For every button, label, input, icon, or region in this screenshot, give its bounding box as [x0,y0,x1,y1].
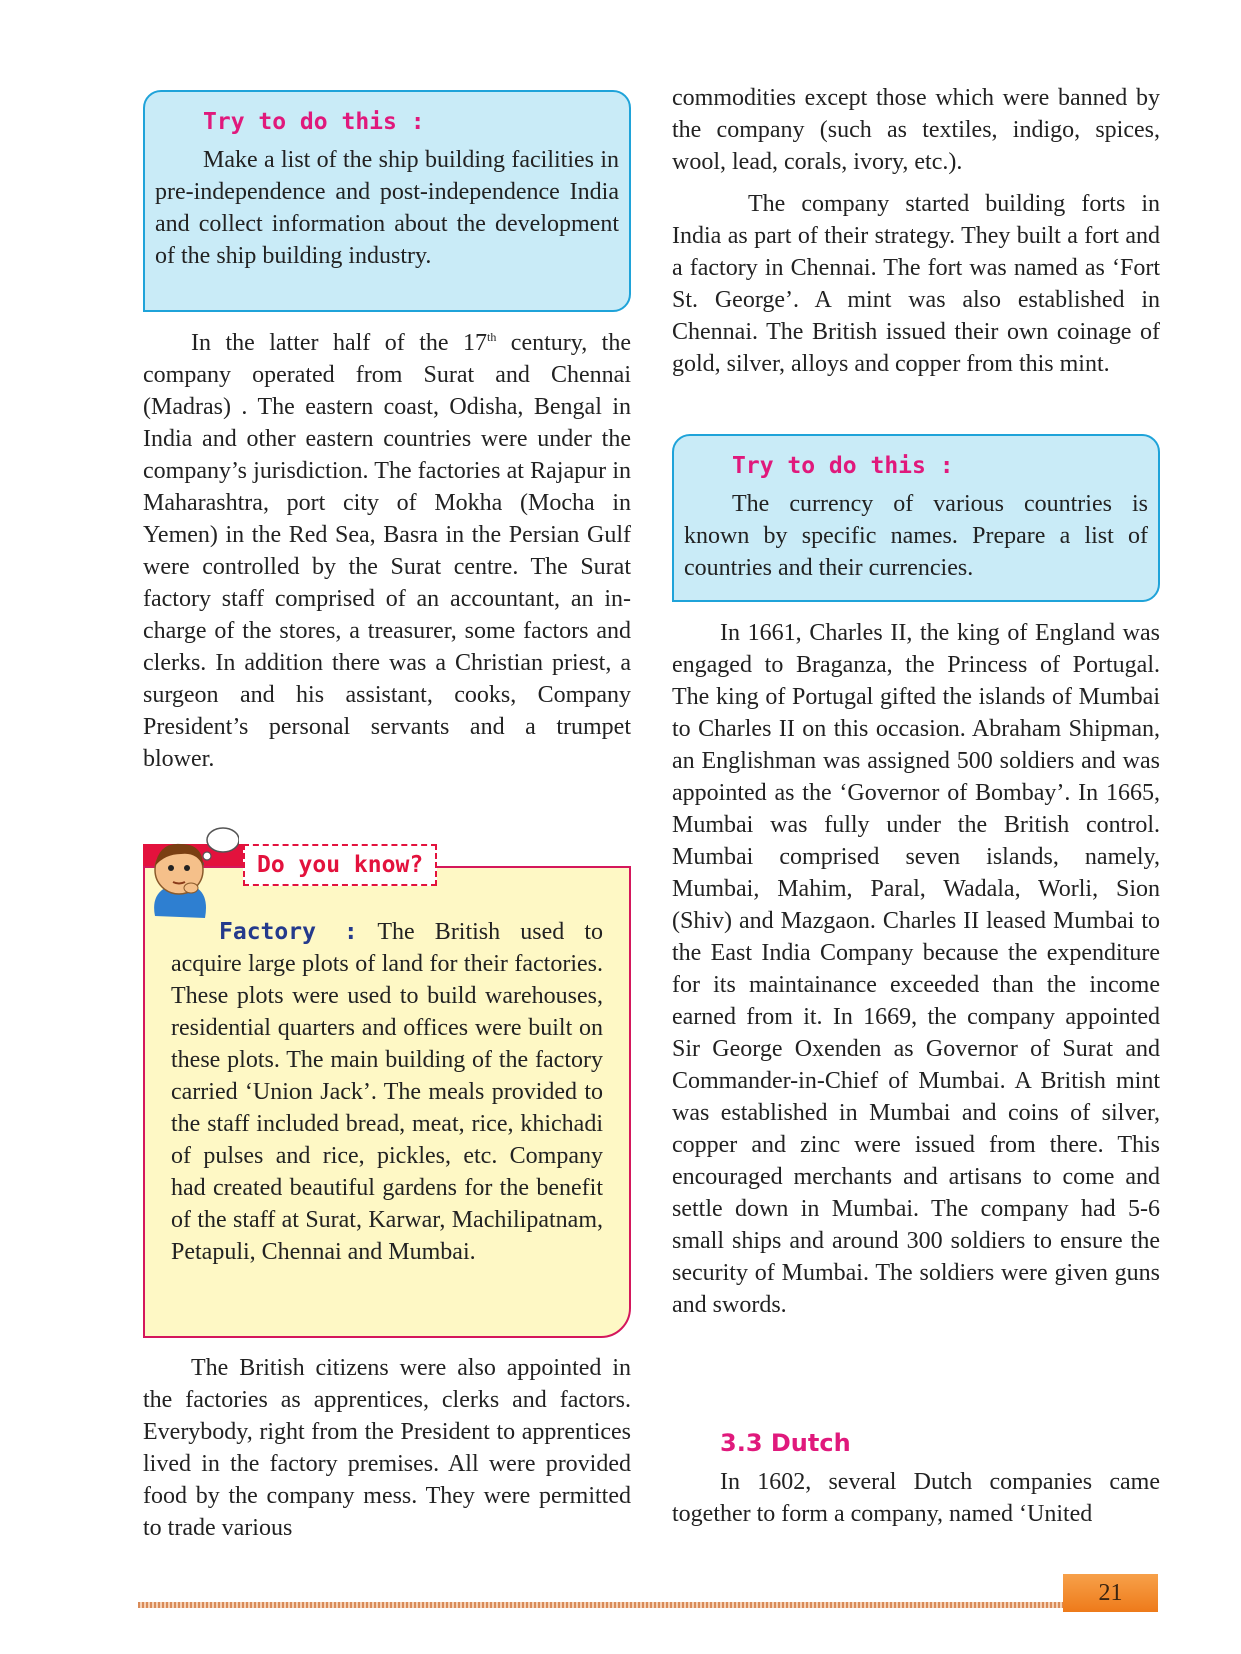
paragraph-commodities: commodities except those which were banned by the company (such as textiles, indigo, spices, wool, lead, corals, ivory, etc.). [672,85,1160,175]
thinking-boy-icon [141,826,239,922]
do-you-know-box [143,852,631,1338]
paragraph-forts: The company started building forts in India as part of their strategy. They built a fort and a factory in Chennai. The fort was named as ‘Fort St. George’. A mint was also established in Chennai. The British issued their own coinage of gold, silver, alloys and copper from this mint. [672,191,1160,377]
paragraph-british-citizens: The British citizens were also appointed in the factories as apprentices, clerks and factors. Everybody, right from the President to apprentices lived in the factory premises. All were provided food by the company mess. They were permitted to trade various [143,1355,631,1541]
do-you-know-label: Do you know? [243,844,437,886]
factory-definition [171,916,603,1268]
paragraph-text-rest: century, the company operated from Surat and Chennai (Madras) . The eastern coast, Odisha, Bengal in India and other eastern countries were under the company’s jurisdiction. The factories at Rajapur in Maharashtra, port city of Mokha (Mocha in Yemen) in the Red Sea, Basra in the Persian Gulf were controlled by the Surat centre. The Surat factory staff comprised of an accountant, an in-charge of the stores, a treasurer, some factors and clerks. In addition there was a Christian priest, a surgeon and his assistant, cooks, Company President’s personal servants and a trumpet blower. [143,330,631,772]
try-box-text: The currency of various countries is known by specific names. Prepare a list of countries and their currencies. [684,491,1148,581]
try-box-heading: Try to do this : [732,453,954,479]
superscript-th: th [487,330,497,344]
try-box-ship-building [143,90,631,312]
factory-term: Factory : [219,919,358,945]
factory-definition-text: The British used to acquire large plots of land for their factories. These plots were used to build warehouses, residential quarters and offices were built on these plots. The main building of the factory carried ‘Union Jack’. The meals provided to the staff included bread, meat, rice, khichadi of pulses and rice, pickles, etc. Company had created beautiful gardens for the benefit of the staff at Surat, Karwar, Machilipatnam, Petapuli, Chennai and Mumbai. [171,919,604,1265]
footer-divider [138,1602,1068,1608]
try-box-heading: Try to do this : [203,109,425,135]
try-box-currency [672,434,1160,602]
paragraph-dutch: In 1602, several Dutch companies came together to form a company, named ‘United [672,1469,1160,1527]
paragraph-text-start: In the latter half of the 17 [191,330,487,356]
try-box-text: Make a list of the ship building facilities in pre-independence and post-independence India and collect information about the development of the ship building industry. [155,147,619,269]
dutch-section [672,1426,1160,1530]
paragraph-surat-chennai [143,321,631,775]
paragraph-charles-ii: In 1661, Charles II, the king of England was engaged to Braganza, the Princess of Portugal. The king of Portugal gifted the islands of Mumbai to Charles II on this occasion. Abraham Shipman, an Englishman was assigned 500 soldiers and was appointed as the ‘Governor of Bombay’. In 1665, Mumbai was fully under the British control. Mumbai comprised seven islands, namely, Mumbai, Mahim, Paral, Wadala, Worli, Sion (Shiv) and Mazgaon. Charles II leased Mumbai to the East India Company because the expenditure for its maintainance exceeded than the income earned from it. In 1669, the company appointed Sir George Oxenden as Governor of Surat and Commander-in-Chief of Mumbai. A British mint was established in Mumbai and coins of silver, copper and zinc were issued from there. This encouraged merchants and artisans to come and settle down in Mumbai. The company had 5-6 small ships and around 300 soldiers to ensure the security of Mumbai. The soldiers were given guns and swords. [672,620,1160,1318]
section-heading-dutch: 3.3 Dutch [720,1429,851,1457]
page-number: 21 [1063,1574,1158,1612]
